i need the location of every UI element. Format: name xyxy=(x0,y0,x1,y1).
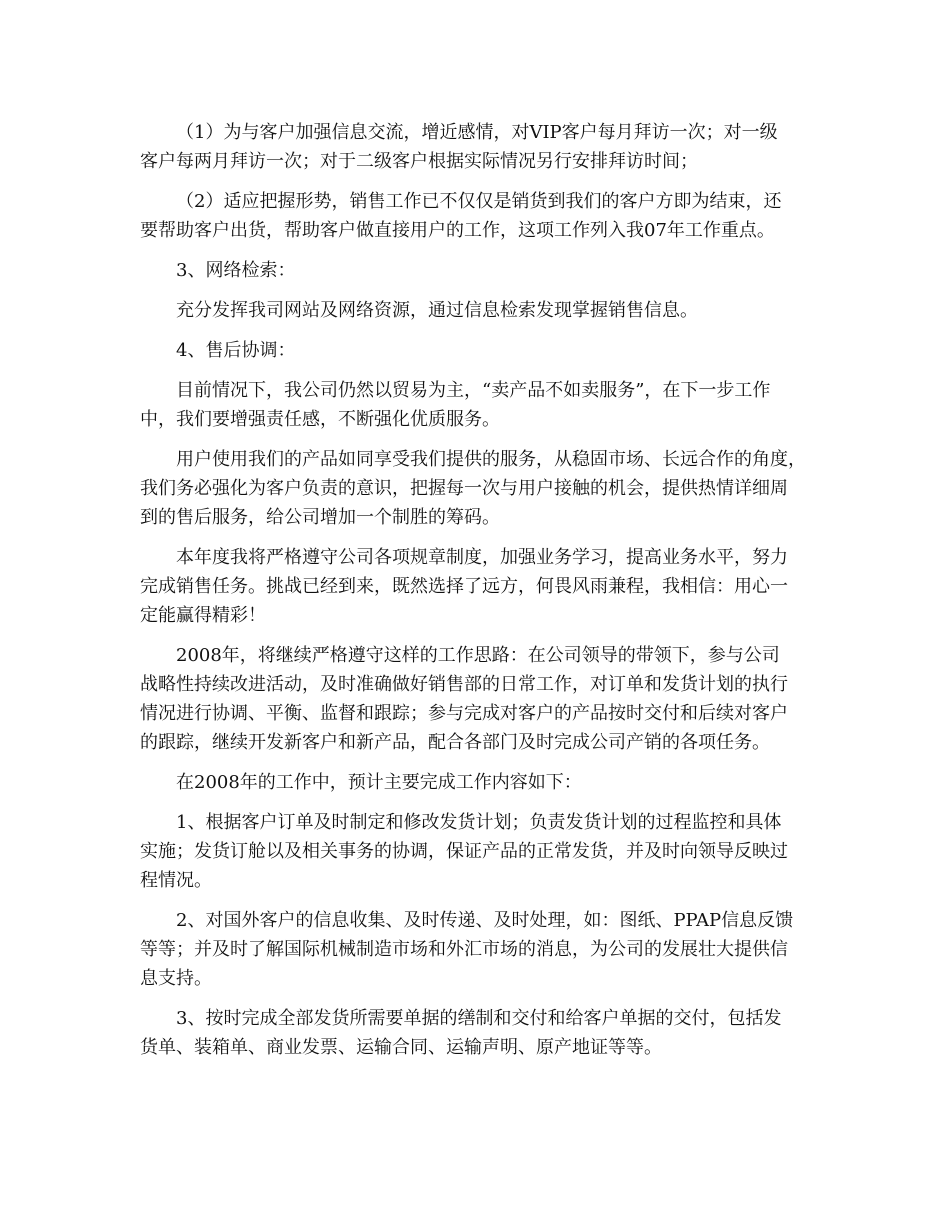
text-line: 3、网络检索： xyxy=(176,260,296,281)
text-line: 我们务必强化为客户负责的意识，把握每一次与用户接触的机会，提供热情详细周 xyxy=(140,478,788,499)
text-line: 目前情况下，我公司仍然以贸易为主，“卖产品不如卖服务”，在下一步工作 xyxy=(176,380,771,401)
text-line: 本年度我将严格遵守公司各项规章制度，加强业务学习，提高业务水平，努力 xyxy=(176,547,788,568)
text-line: 客户每两月拜访一次；对于二级客户根据实际情况另行安排拜访时间； xyxy=(140,151,698,172)
text-line: 货单、装箱单、商业发票、运输合同、运输声明、原产地证等等。 xyxy=(140,1037,662,1058)
text-line: 用户使用我们的产品如同享受我们提供的服务，从稳固市场、长远合作的角度， xyxy=(176,449,806,470)
text-line: 要帮助客户出货，帮助客户做直接用户的工作，这项工作列入我07年工作重点。 xyxy=(140,220,775,241)
text-line: 等等；并及时了解国际机械制造市场和外汇市场的消息，为公司的发展壮大提供信 xyxy=(140,939,788,960)
text-line: 到的售后服务，给公司增加一个制胜的筹码。 xyxy=(140,507,500,528)
text-line: 2、对国外客户的信息收集、及时传递、及时处理，如：图纸、PPAP信息反馈 xyxy=(176,910,794,931)
text-line: 定能赢得精彩！ xyxy=(140,605,266,626)
text-line: 充分发挥我司网站及网络资源，通过信息检索发现掌握销售信息。 xyxy=(176,300,698,321)
text-line: 4、售后协调： xyxy=(176,340,296,361)
text-line: 息支持。 xyxy=(140,968,212,989)
text-line: 程情况。 xyxy=(140,870,212,891)
text-line: 中，我们要增强责任感，不断强化优质服务。 xyxy=(140,409,500,430)
text-line: 的跟踪，继续开发新客户和新产品，配合各部门及时完成公司产销的各项任务。 xyxy=(140,732,770,753)
text-line: 在2008年的工作中，预计主要完成工作内容如下： xyxy=(176,772,582,793)
text-line: 完成销售任务。挑战已经到来，既然选择了远方，何畏风雨兼程，我相信：用心一 xyxy=(140,576,788,597)
text-line: 实施；发货订舱以及相关事务的协调，保证产品的正常发货，并及时向领导反映过 xyxy=(140,841,788,862)
text-line: 1、根据客户订单及时制定和修改发货计划；负责发货计划的过程监控和具体 xyxy=(176,812,782,833)
text-line: （1）为与客户加强信息交流，增近感情，对VIP客户每月拜访一次；对一级 xyxy=(176,122,778,143)
text-line: 2008年，将继续严格遵守这样的工作思路：在公司领导的带领下，参与公司 xyxy=(176,645,780,666)
text-line: 战略性持续改进活动，及时准确做好销售部的日常工作，对订单和发货计划的执行 xyxy=(140,674,788,695)
document-body xyxy=(140,118,830,1062)
text-line: 情况进行协调、平衡、监督和跟踪；参与完成对客户的产品按时交付和后续对客户 xyxy=(140,703,788,724)
text-line: 3、按时完成全部发货所需要单据的缮制和交付和给客户单据的交付，包括发 xyxy=(176,1008,782,1029)
text-line: （2）适应把握形势，销售工作已不仅仅是销货到我们的客户方即为结束，还 xyxy=(176,191,782,212)
